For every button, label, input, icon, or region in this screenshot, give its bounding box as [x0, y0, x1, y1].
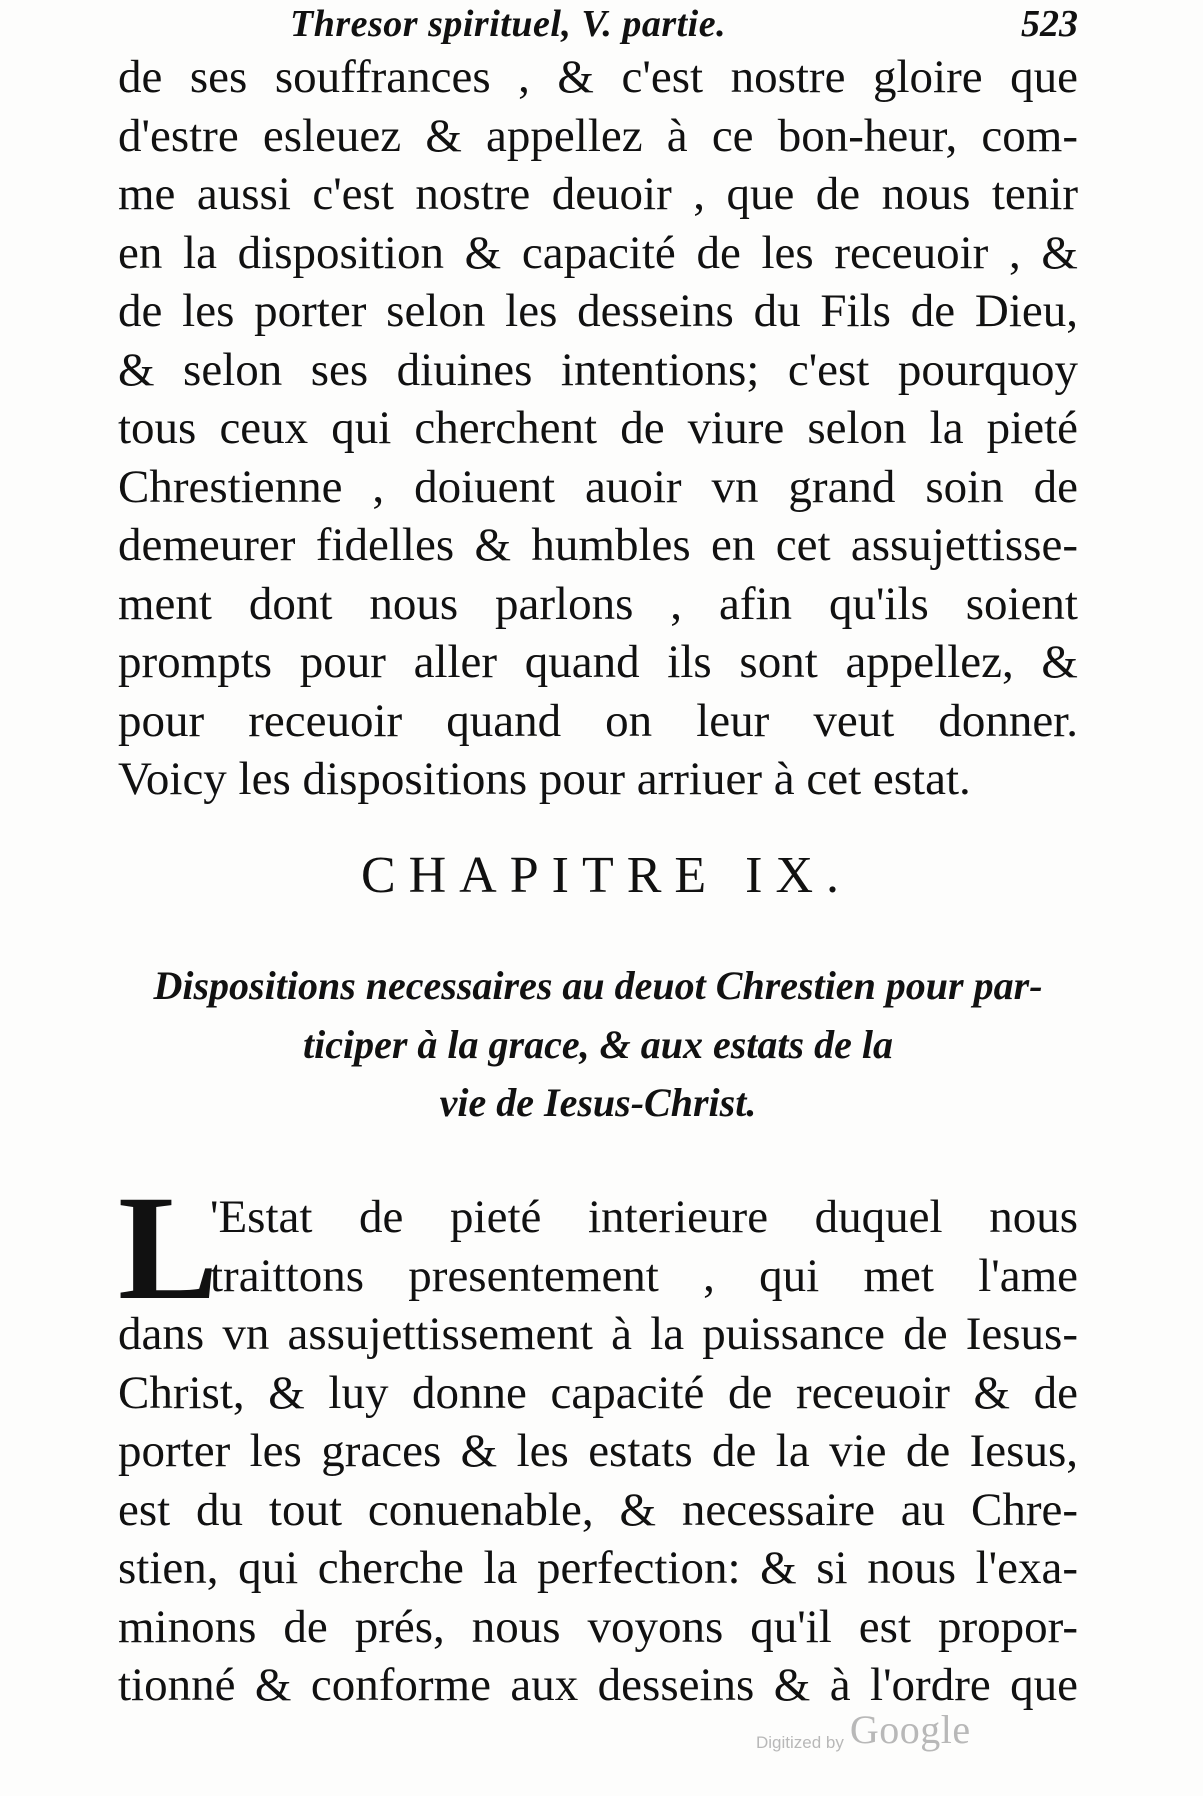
text-line: Christ, & luy donne capacité de receuoir & de	[118, 1366, 1078, 1419]
text-line: Chrestienne , doiuent auoir vn grand soin de	[118, 460, 1078, 513]
chapter-paragraph	[118, 1165, 1078, 1715]
chapter-subtitle	[118, 958, 1078, 1134]
text-line: d'estre esleuez & appellez à ce bon-heur, com-	[118, 109, 1078, 162]
subtitle-line: ticiper à la grace, & aux estats de la	[303, 1021, 893, 1067]
text-line: de ses souffrances , & c'est nostre gloire que	[118, 51, 1078, 103]
text-line: tous ceux qui cherchent de viure selon la pieté	[118, 402, 1078, 454]
text-line: porter les graces & les estats de la vie de Iesus,	[118, 1425, 1078, 1477]
text-line: demeurer fidelles & humbles en cet assujettisse-	[118, 519, 1078, 571]
chapter-heading: CHAPITRE IX.	[360, 847, 853, 904]
text-line: minons de prés, nous voyons qu'il est propor-	[118, 1600, 1078, 1653]
text-line: Voicy les dispositions pour arriuer à cet estat.	[118, 753, 971, 805]
text-line: stien, qui cherche la perfection: & si nous l'exa-	[118, 1542, 1078, 1594]
digitized-watermark	[756, 1706, 971, 1756]
text-line: 'Estat de pieté interieure duquel nous	[210, 1191, 1078, 1243]
subtitle-line: vie de Iesus-Christ.	[439, 1080, 757, 1125]
text-line: est du tout conuenable, & necessaire au Chre-	[118, 1483, 1078, 1536]
subtitle-line: Dispositions necessaires au deuot Chrestien pour par-	[153, 963, 1043, 1008]
top-paragraph	[118, 48, 1078, 809]
text-line: en la disposition & capacité de les receuoir , &	[118, 226, 1078, 279]
running-head-title: Thresor spirituel, V. partie.	[290, 3, 727, 45]
digitized-by-label: Digitized by	[756, 1733, 844, 1752]
text-line: ment dont nous parlons , afin qu'ils soient	[118, 577, 1078, 630]
text-line: & selon ses diuines intentions; c'est pourquoy	[118, 343, 1078, 396]
drop-cap: L	[118, 1165, 219, 1331]
text-line: de les porter selon les desseins du Fils de Dieu,	[118, 285, 1078, 337]
text-line: dans vn assujettissement à la puissance de Iesus-	[118, 1308, 1078, 1360]
google-logo: Google	[849, 1707, 971, 1752]
running-head	[290, 0, 1090, 52]
text-line: traittons presentement , qui met l'ame	[210, 1249, 1078, 1302]
page-number: 523	[1021, 3, 1078, 45]
text-line: pour receuoir quand on leur veut donner.	[118, 694, 1078, 747]
text-line: prompts pour aller quand ils sont appellez, &	[118, 636, 1078, 688]
text-line: me aussi c'est nostre deuoir , que de nous tenir	[118, 168, 1078, 220]
text-line: tionné & conforme aux desseins & à l'ordre que	[118, 1659, 1078, 1711]
